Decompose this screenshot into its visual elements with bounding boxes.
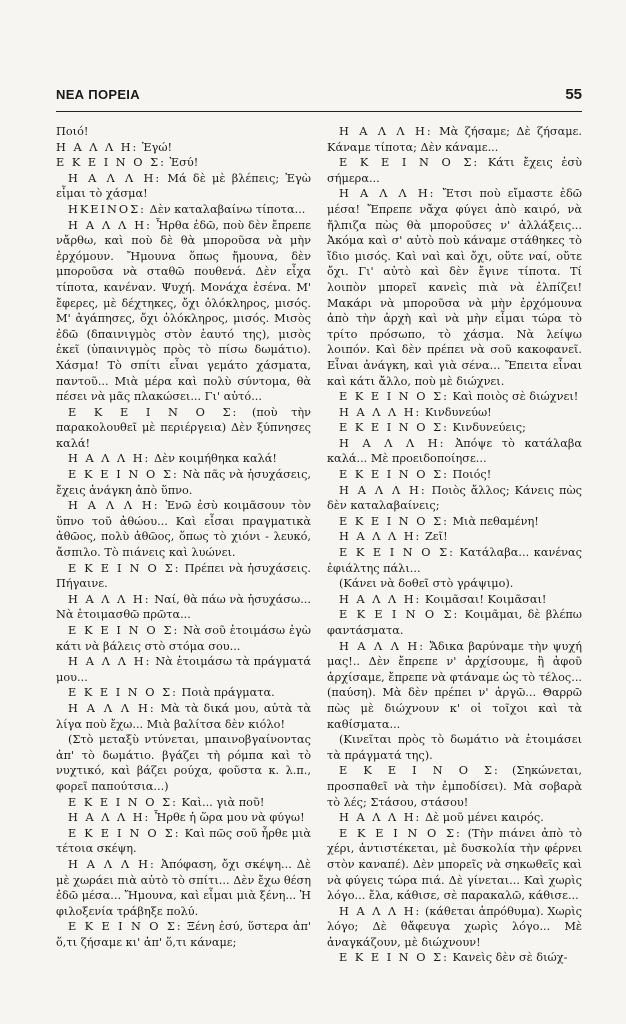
dialogue-text: Ἄδικα βαρύναμε τὴν ψυχή μας!.. Δὲν ἔπρεπε ν' ἀρχίσουμε, ἢ ἀφοῦ ἀρχίσαμε, ἔπρεπε νὰ φτάναμε ὡς τὸ τέλος... (παύση). Μὰ δὲν πρέπει ν' ἀργῶ... Θαρρῶ πὼς μὲ διώχνουν κ' οἱ τοῖχοι καὶ τὰ καθίσματα...	[327, 639, 582, 731]
dialogue-text: Ποιό!	[56, 125, 89, 138]
dialogue-text: Ξένη ἐσύ, ὕστερα ἀπ' ὅ,τι ζήσαμε κι' ἀπ' ὅ,τι κάναμε;	[56, 920, 311, 949]
dialogue-paragraph	[56, 140, 311, 156]
dialogue-paragraph	[56, 810, 311, 826]
dialogue-paragraph	[327, 607, 582, 638]
speaker-name: Ε Κ Ε Ι Ν Ο Σ:	[56, 156, 166, 170]
speaker-name: Ε Κ Ε Ι Ν Ο Σ:	[339, 546, 455, 560]
speaker-name: Ε Κ Ε Ι Ν Ο Σ:	[339, 826, 462, 840]
speaker-name: Η Α Λ Λ Η:	[339, 405, 422, 419]
dialogue-paragraph	[327, 436, 582, 467]
speaker-name: Η Α Λ Λ Η:	[339, 639, 426, 653]
speaker-name: Η Α Λ Λ Η:	[68, 592, 151, 606]
dialogue-text: Νὰ σοῦ ἑτοιμάσω ἐγὼ κάτι νὰ βάλεις στὸ στόμα σου...	[56, 624, 311, 653]
dialogue-paragraph	[56, 451, 311, 467]
dialogue-paragraph	[56, 826, 311, 857]
dialogue-text: Ἔτσι ποὺ εἴμαστε ἐδῶ μέσα! Ἔπρεπε νἄχα φύγει ἀπὸ καιρό, νὰ ἤλπιζα πὼς θὰ μποροῦσες ν' ἀλλάξεις... Ἀκόμα καὶ σ' αὐτὸ ποὺ κάναμε στάθηκες τὸ ἴδιο μισός. Καὶ ναὶ καὶ ὄχι, οὔτε ναί, οὔτε ὄχι. Γι' αὐτὸ καὶ δὲν ἔγινε τίποτα. Τί λοιπὸν μπορεῖ κανεὶς πιὰ νὰ ἐλπίζει! Μακάρι νὰ μποροῦσα νὰ μὴν ἐρχόμουνα ἀπὸ τὴν ἀρχὴ καὶ νὰ μὴν εἶμαι τώρα τὸ τρίτο πρόσωπο, τὸ χάσμα. Νὰ λείψω λοιπόν. Καὶ δὲν πρέπει νὰ σοῦ κακοφανεῖ. Εἶναι ἀνάγκη, καὶ γιὰ σένα... Ἔπειτα εἶναι καὶ κάτι ἄλλο, ποὺ μὲ διώχνει.	[327, 187, 582, 388]
dialogue-paragraph	[327, 514, 582, 530]
dialogue-paragraph	[327, 592, 582, 608]
dialogue-text: Καὶ... γιὰ ποῦ!	[181, 795, 265, 809]
dialogue-paragraph	[327, 186, 582, 389]
dialogue-text: Δὲ μοῦ μένει καιρός.	[424, 811, 544, 825]
text-columns	[56, 124, 582, 1012]
dialogue-paragraph	[327, 904, 582, 951]
dialogue-text: Ἐσύ!	[169, 156, 199, 170]
speaker-name: Ε Κ Ε Ι Ν Ο Σ:	[68, 686, 178, 700]
running-header	[56, 86, 582, 108]
speaker-name: Η Α Λ Λ Η:	[339, 811, 422, 825]
dialogue-text: Δὲν καταλαβαίνω τίποτα...	[149, 202, 306, 216]
speaker-name: ΗΚΕΙΝΟΣ:	[68, 202, 146, 216]
speaker-name: Ε Κ Ε Ι Ν Ο Σ:	[339, 951, 449, 965]
dialogue-text: Ἦρθε ἡ ὥρα μου νὰ φύγω!	[153, 811, 305, 825]
speaker-name: Η Α Λ Λ Η:	[339, 592, 422, 606]
dialogue-paragraph	[56, 685, 311, 701]
speaker-name: Η Α Λ Λ Η:	[339, 187, 436, 201]
page-number: 55	[565, 86, 582, 103]
dialogue-text: Ἀπόφαση, ὄχι σκέψη... Δὲ μὲ χωράει πιὰ αὐτὸ τὸ σπίτι... Δὲν ἔχω θέση ἐδῶ μέσα... Ἤμουνα, καὶ εἶμαι μιὰ ξένη... Ἡ φιλοξενία τράβηξε πολύ.	[56, 857, 311, 918]
dialogue-paragraph	[327, 124, 582, 155]
dialogue-paragraph	[56, 701, 311, 732]
dialogue-text: Ἐγώ!	[141, 140, 173, 154]
dialogue-paragraph	[56, 919, 311, 950]
dialogue-paragraph	[327, 545, 582, 576]
dialogue-text: Ἐνῶ ἐσὺ κοιμᾶσουν τὸν ὕπνο τοῦ ἀθώου... Καὶ εἶσαι πραγματικὰ ἀθῶος, πολὺ ἀθῶος, ὅπως τὸ χιόνι - λευκό, ἄσπιλο. Τὸ πιάνεις καὶ λυώνει.	[56, 499, 311, 560]
speaker-name: Ε Κ Ε Ι Ν Ο Σ:	[68, 920, 183, 934]
dialogue-paragraph	[327, 810, 582, 826]
speaker-name: Ε Κ Ε Ι Ν Ο Σ:	[68, 405, 239, 419]
speaker-name: Ε Κ Ε Ι Ν Ο Σ:	[68, 826, 181, 840]
speaker-name: Ε Κ Ε Ι Ν Ο Σ:	[339, 421, 449, 435]
dialogue-paragraph	[327, 950, 582, 966]
dialogue-text: Ποιὸς ἄλλος; Κάνεις πὼς δὲν καταλαβαίνεις;	[327, 483, 582, 513]
speaker-name: Ε Κ Ε Ι Ν Ο Σ:	[339, 764, 500, 778]
dialogue-paragraph	[56, 155, 311, 171]
dialogue-text: (Κάνει νὰ δοθεῖ στὸ γράψιμο).	[339, 577, 514, 591]
dialogue-paragraph	[327, 576, 582, 592]
dialogue-paragraph	[56, 124, 311, 140]
right-column	[327, 124, 582, 1012]
dialogue-text: Καὶ ποιὸς σὲ διώχνει!	[452, 390, 579, 404]
dialogue-text: Μὰ ζήσαμε; Δὲ ζήσαμε. Κάναμε τίποτα; Δὲν κάναμε...	[327, 125, 582, 154]
speaker-name: Η Α Λ Λ Η:	[339, 904, 422, 918]
speaker-name: Η Α Λ Λ Η:	[68, 218, 152, 232]
dialogue-text: (κάθεται ἀπρόθυμα). Χωρὶς λόγο; Δὲ θἄφευγα χωρὶς λόγο... Μὲ ἀναγκάζουν, μὲ διώχνουν!	[327, 904, 582, 949]
dialogue-paragraph	[327, 467, 582, 483]
speaker-name: Η Α Λ Λ Η:	[339, 125, 433, 138]
speaker-name: Η Α Λ Λ Η:	[339, 530, 422, 544]
dialogue-paragraph	[327, 732, 582, 763]
speaker-name: Η Α Λ Λ Η:	[68, 811, 151, 825]
dialogue-paragraph	[56, 592, 311, 623]
dialogue-paragraph	[327, 389, 582, 405]
speaker-name: Ε Κ Ε Ι Ν Ο Σ:	[339, 468, 449, 482]
dialogue-text: Κάτι ἔχεις ἐσὺ σήμερα...	[327, 156, 582, 185]
speaker-name: Η Α Λ Λ Η:	[68, 701, 156, 715]
speaker-name: Η Α Λ Λ Η:	[339, 483, 427, 497]
speaker-name: Ε Κ Ε Ι Ν Ο Σ:	[68, 561, 181, 575]
speaker-name: Η Α Λ Λ Η:	[68, 857, 156, 871]
dialogue-paragraph	[56, 171, 311, 202]
dialogue-paragraph	[56, 498, 311, 560]
speaker-name: Ε Κ Ε Ι Ν Ο Σ:	[339, 514, 449, 528]
speaker-name: Η Α Λ Λ Η:	[68, 452, 151, 466]
dialogue-paragraph	[327, 155, 582, 186]
dialogue-paragraph	[56, 654, 311, 685]
speaker-name: Ε Κ Ε Ι Ν Ο Σ:	[339, 608, 460, 622]
dialogue-text: Πρέπει νὰ ἡσυχάσεις. Πήγαινε.	[56, 561, 311, 591]
dialogue-text: Κοιμᾶσαι! Κοιμᾶσαι!	[424, 592, 547, 606]
dialogue-text: Ναί, θὰ πάω νὰ ἡσυχάσω... Νὰ ἑτοιμασθῶ πρῶτα...	[56, 592, 311, 622]
dialogue-text: Ποιός!	[452, 468, 492, 482]
speaker-name: Η Α Λ Λ Η:	[339, 436, 446, 450]
dialogue-text: Κινδυνεύεις;	[452, 421, 526, 435]
dialogue-paragraph	[56, 795, 311, 811]
dialogue-paragraph	[56, 405, 311, 452]
speaker-name: Ε Κ Ε Ι Ν Ο Σ:	[339, 156, 480, 170]
dialogue-text: Μὰ τὰ δικά μου, αὐτὰ τὰ λίγα ποὺ ἔχω... Μιὰ βαλίτσα δὲν κιόλο!	[56, 701, 311, 731]
speaker-name: Η Α Λ Λ Η:	[68, 171, 162, 185]
dialogue-text: Κατάλαβα... κανένας ἐφιάλτης πάλι...	[327, 546, 582, 575]
dialogue-paragraph	[56, 732, 311, 794]
dialogue-text: Μιὰ πεθαμένη!	[452, 514, 539, 528]
speaker-name: Ε Κ Ε Ι Ν Ο Σ:	[68, 795, 178, 809]
dialogue-paragraph	[327, 529, 582, 545]
dialogue-paragraph	[56, 467, 311, 498]
speaker-name: Η Α Λ Λ Η:	[68, 499, 160, 513]
dialogue-text: Κινδυνεύω!	[424, 405, 492, 419]
dialogue-paragraph	[327, 826, 582, 904]
dialogue-text: Καὶ πῶς σοῦ ἦρθε μιὰ τέτοια σκέψη.	[56, 826, 311, 856]
speaker-name: Ε Κ Ε Ι Ν Ο Σ:	[68, 468, 179, 482]
dialogue-text: Νὰ ἑτοιμάσω τὰ πράγματά μου...	[56, 655, 311, 684]
dialogue-text: Νὰ πᾶς νὰ ἡσυχάσεις, ἔχεις ἀνάγκη ἀπὸ ὕπνο.	[56, 468, 311, 497]
dialogue-text: Κοιμᾶμαι, δὲ βλέπω φαντάσματα.	[327, 608, 582, 637]
speaker-name: Η Α Λ Λ Η:	[56, 140, 139, 154]
header-rule	[56, 111, 582, 112]
dialogue-text: Κανεὶς δὲν σὲ διώχ-	[452, 951, 568, 965]
dialogue-paragraph	[56, 857, 311, 919]
dialogue-paragraph	[327, 420, 582, 436]
dialogue-text: Δὲν κοιμήθηκα καλά!	[153, 452, 277, 466]
dialogue-text: (ποὺ τὴν παρακολουθεῖ μὲ περιέργεια) Δὲν ξύπνησες καλά!	[56, 405, 311, 450]
dialogue-paragraph	[327, 405, 582, 421]
dialogue-text: Ἦρθα ἐδῶ, ποὺ δὲν ἔπρεπε νἄρθω, καὶ ποὺ δὲ θὰ μποροῦσα νὰ μὴν ἐρχόμουν. Ἤμουνα ὅπως ἤμουνα, δὲν μποροῦσα νὰ σταθῶ πουθενά. Δὲν εἶχα τίποτα, κανέναν. Ψυχή. Μονάχα ἐσένα. Μ' ἔφερες, μὲ δέχτηκες, ὄχι ὁλόκληρος, μισός. Μ' ἀγάπησες, ὄχι ὁλόκληρος, μισός. Μισὸς ἐδῶ (δπαινιγμὸς στὸν ἑαυτό της), μισὸς ἐκεῖ (ὑπαινιγμὸς πρὸς τὸ πίσω δωμάτιο). Χάσμα! Τὸ σπίτι εἶναι γεμάτο χάσματα, παντοῦ... Μιὰ μέρα καὶ πολὺ σύντομα, θὰ πέσει νὰ μᾶς πλακώσει... Γι' αὐτό...	[56, 218, 311, 404]
dialogue-paragraph	[56, 561, 311, 592]
dialogue-text: Μά δὲ μὲ βλέπεις; Ἐγὼ εἶμαι τὸ χάσμα!	[56, 171, 311, 201]
journal-title: ΝΕΑ ΠΟΡΕΙΑ	[56, 87, 140, 102]
speaker-name: Η Α Λ Λ Η:	[68, 655, 152, 669]
dialogue-paragraph	[56, 202, 311, 218]
left-column	[56, 124, 311, 1012]
dialogue-paragraph	[327, 763, 582, 810]
dialogue-text: Ἀπόψε τὸ κατάλαβα καλά... Μὲ προειδοποίησε...	[327, 436, 582, 466]
dialogue-paragraph	[327, 639, 582, 733]
dialogue-text: (Τὴν πιάνει ἀπὸ τὸ χέρι, ἀντιστέκεται, μὲ δυσκολία τὴν φέρνει στὸν καναπέ). Δὲν μπορεῖς νὰ σηκωθεῖς καὶ νὰ φύγεις τώρα πιά. Δὲ γίνεται... Καὶ χωρὶς λόγο... ἔλα, κάθισε, σὲ παρακαλῶ, κάθισε...	[327, 826, 582, 903]
dialogue-text: Ζεῖ!	[424, 530, 448, 544]
dialogue-text: (Στὸ μεταξὺ ντύνεται, μπαινοβγαίνοντας ἀπ' τὸ δωμάτιο. βγάζει τὴ ρόμπα καὶ τὸ νυχτικό, καὶ βάζει ρούχα, φοῦστα κ. λ.π., φορεῖ παπούτσια...)	[56, 733, 311, 793]
speaker-name: Ε Κ Ε Ι Ν Ο Σ:	[68, 624, 180, 637]
dialogue-paragraph	[56, 218, 311, 405]
speaker-name: Ε Κ Ε Ι Ν Ο Σ:	[339, 390, 449, 404]
dialogue-paragraph	[327, 483, 582, 514]
dialogue-text: (Κινεῖται πρὸς τὸ δωμάτιο νὰ ἑτοιμάσει τὰ πράγματά της).	[327, 733, 582, 762]
dialogue-text: (Σηκώνεται, προσπαθεῖ νὰ τὴν ἐμποδίσει). Μὰ σοβαρὰ τὸ λές; Στάσου, στάσου!	[327, 764, 582, 809]
dialogue-paragraph	[56, 623, 311, 654]
dialogue-text: Ποιὰ πράγματα.	[181, 686, 275, 700]
